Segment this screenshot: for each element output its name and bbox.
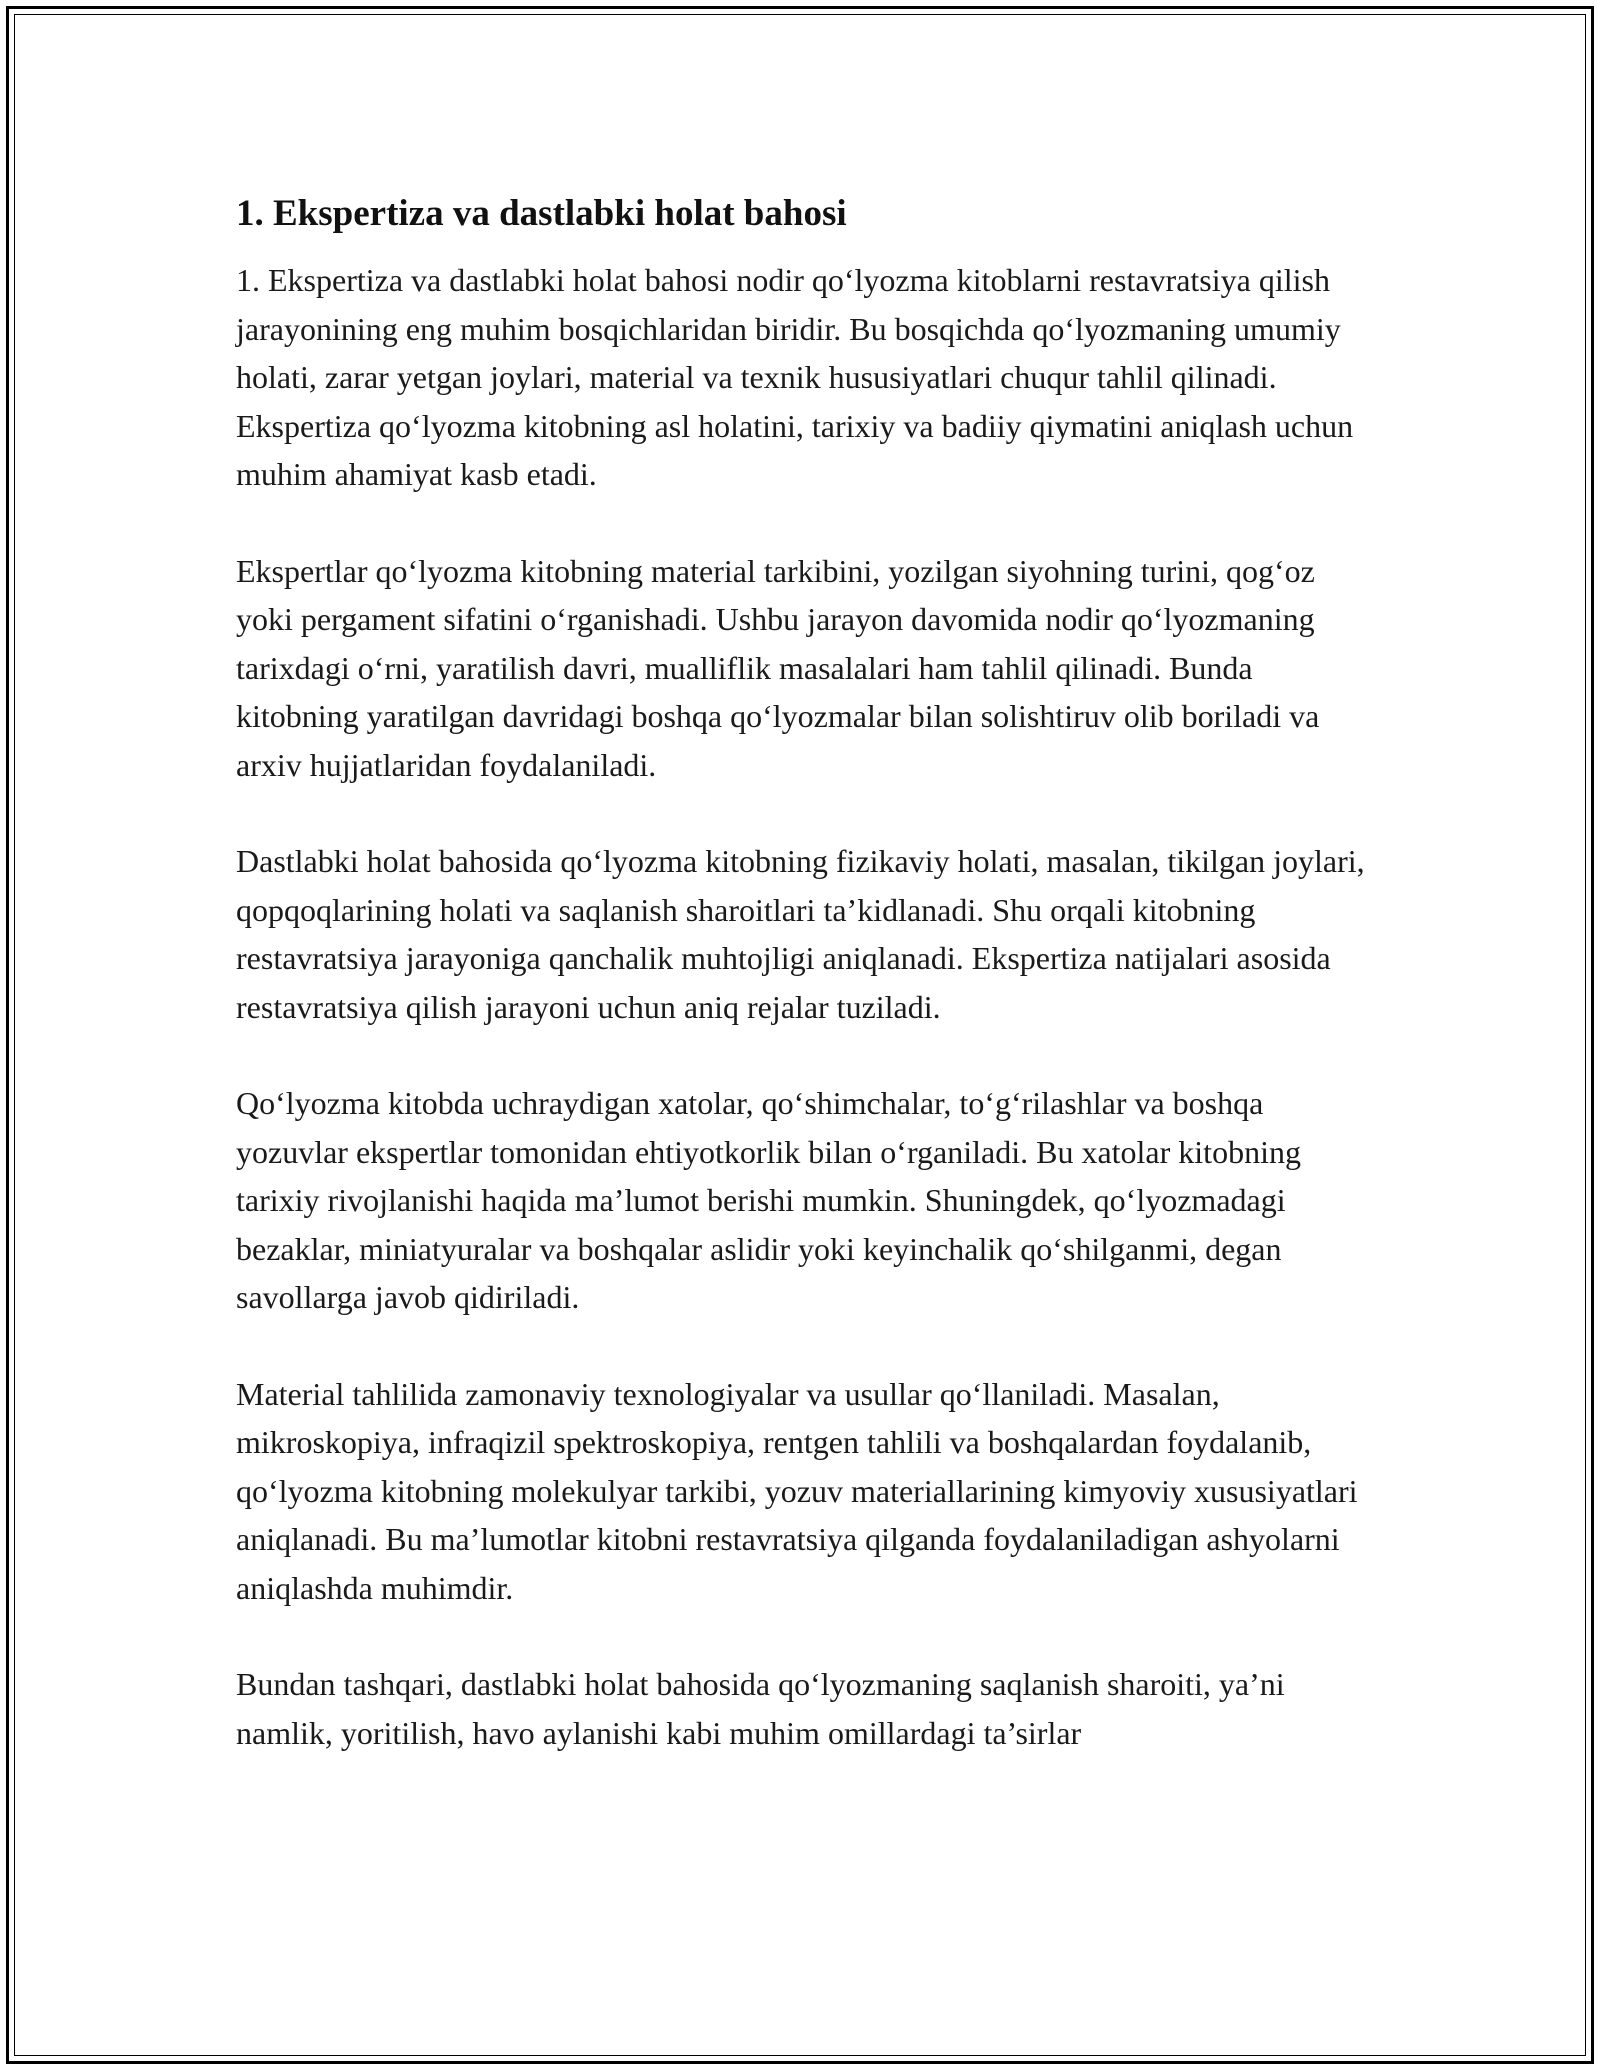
section-heading: 1. Ekspertiza va dastlabki holat bahosi <box>236 193 847 234</box>
paragraph-4: Qo‘lyozma kitobda uchraydigan xatolar, qo‘shimchalar, to‘g‘rilashlar va boshqa yozuvlar ekspertlar tomonidan ehtiyotkorlik bilan o‘rganiladi. Bu xatolar kitobning tarixiy rivojlanishi haqida ma’lumot berishi mumkin. Shuningdek, qo‘lyozmadagi bezaklar, miniatyuralar va boshqalar aslidir yoki keyinchalik qo‘shilganmi, degan savollarga javob qidiriladi. <box>236 1085 1301 1315</box>
paragraph-1: 1. Ekspertiza va dastlabki holat bahosi nodir qo‘lyozma kitoblarni restavratsiya qilish jarayonining eng muhim bosqichlaridan biridir. Bu bosqichda qo‘lyozmaning umumiy holati, zarar yetgan joylari, material va texnik hususiyatlari chuqur tahlil qilinadi. Ekspertiza qo‘lyozma kitobning asl holatini, tarixiy va badiiy qiymatini aniqlash uchun muhim ahamiyat kasb etadi. <box>236 262 1354 492</box>
paragraph-5: Material tahlilida zamonaviy texnologiyalar va usullar qo‘llaniladi. Masalan, mikroskopiya, infraqizil spektroskopiya, rentgen tahlili va boshqalardan foydalanib, qo‘lyozma kitobning molekulyar tarkibi, yozuv materiallarining kimyoviy xususiyatlari aniqlanadi. Bu ma’lumotlar kitobni restavratsiya qilganda foydalaniladigan ashyolarni aniqlashda muhimdir. <box>236 1375 1358 1606</box>
paragraph-6: Bundan tashqari, dastlabki holat bahosida qo‘lyozmaning saqlanish sharoiti, ya’ni namlik, yoritilish, havo aylanishi kabi muhim omillardagi ta’sirlar <box>236 1666 1285 1751</box>
document-body <box>236 188 1376 1805</box>
paragraph-3: Dastlabki holat bahosida qo‘lyozma kitobning fizikaviy holati, masalan, tikilgan joylari, qopqoqlarining holati va saqlanish sharoitlari ta’kidlanadi. Shu orqali kitobning restavratsiya jarayoniga qanchalik muhtojligi aniqlanadi. Ekspertiza natijalari asosida restavratsiya qilish jarayoni uchun aniq rejalar tuziladi. <box>236 843 1365 1025</box>
paragraph-2: Ekspertlar qo‘lyozma kitobning material tarkibini, yozilgan siyohning turini, qog‘oz yoki pergament sifatini o‘rganishadi. Ushbu jarayon davomida nodir qo‘lyozmaning tarixdagi o‘rni, yaratilish davri, mualliflik masalalari ham tahlil qilinadi. Bunda kitobning yaratilgan davridagi boshqa qo‘lyozmalar bilan solishtiruv olib boriladi va arxiv hujjatlaridan foydalaniladi. <box>236 552 1320 783</box>
